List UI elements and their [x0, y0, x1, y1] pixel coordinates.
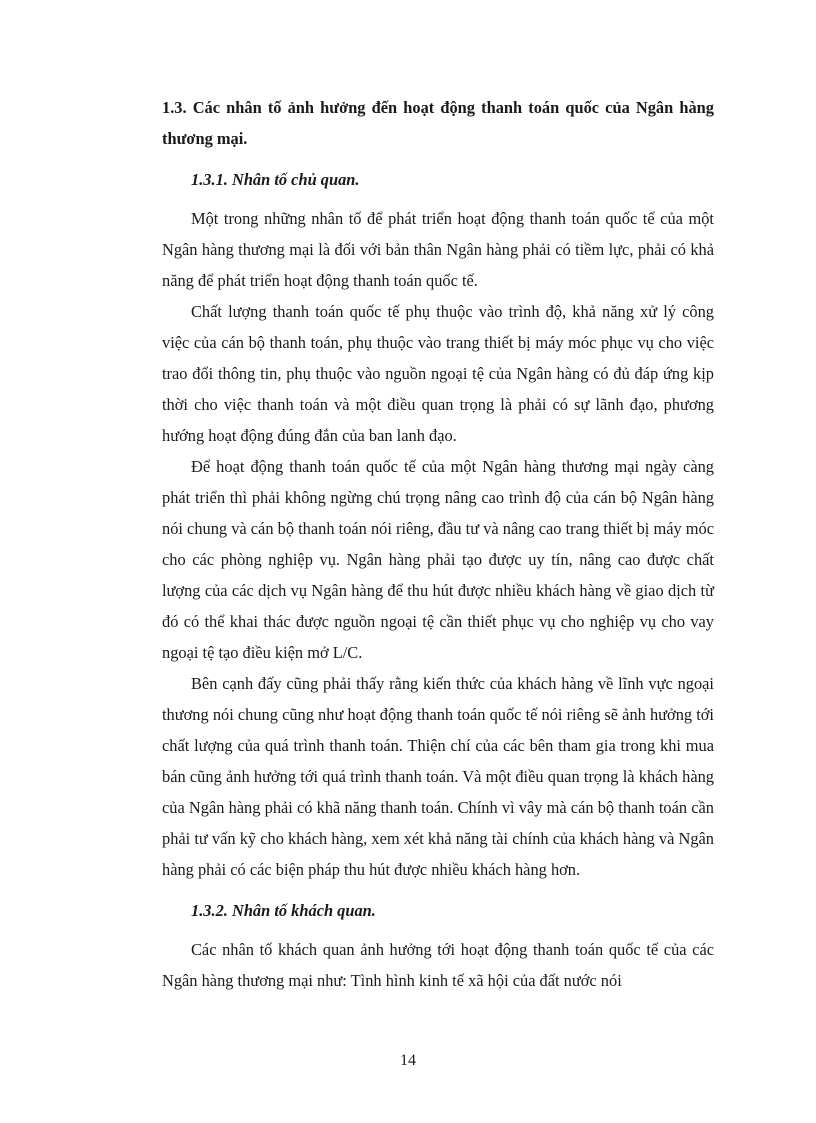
paragraph: Bên cạnh đấy cũng phải thấy rằng kiến thức của khách hàng về lĩnh vực ngoại thương nói chung cũng như hoạt động thanh toán quốc tế nói riêng sẽ ảnh hưởng tới chất lượng của quá trình thanh toán. Thiện chí của các bên tham gia trong khi mua bán cũng ảnh hưởng tới quá trình thanh toán. Và một điều quan trọng là khách hàng của Ngân hàng phải có khã năng thanh toán. Chính vì vây mà cán bộ thanh toán cần phải tư vấn kỹ cho khách hàng, xem xét khả năng tài chính của khách hàng và Ngân hàng phải có các biện pháp thu hút được nhiều khách hàng hơn. [162, 674, 714, 879]
subsection-heading-2: 1.3.2. Nhân tố khách quan. [191, 901, 376, 920]
paragraph: Các nhân tố khách quan ảnh hưởng tới hoạt động thanh toán quốc tế của các Ngân hàng thương mại như: Tình hình kinh tế xã hội của đất nước nói [162, 940, 714, 990]
paragraph: Để hoạt động thanh toán quốc tế của một Ngân hàng thương mại ngày càng phát triển thì phải không ngừng chú trọng nâng cao trình độ của cán bộ Ngân hàng nói chung và cán bộ thanh toán nói riêng, đầu tư và nâng cao trang thiết bị máy móc cho các phòng nghiệp vụ. Ngân hàng phải tạo được uy tín, nâng cao được chất lượng của các dịch vụ Ngân hàng để thu hút được nhiều khách hàng về giao dịch từ đó có thể khai thác được nguồn ngoại tệ cần thiết phục vụ cho nghiệp vụ cho vay ngoại tệ tạo điều kiện mở L/C. [162, 457, 714, 662]
subsection-heading-1: 1.3.1. Nhân tố chủ quan. [191, 170, 360, 189]
page-number: 14 [400, 1052, 416, 1069]
paragraph: Một trong những nhân tố để phát triển hoạt động thanh toán quốc tế của một Ngân hàng thương mại là đối với bản thân Ngân hàng phải có tiềm lực, phải có khả năng để phát triển hoạt động thanh toán quốc tế. [162, 209, 714, 290]
section-heading: 1.3. Các nhân tố ảnh hưởng đến hoạt động thanh toán quốc của Ngân hàng thương mại. [162, 98, 714, 148]
paragraph: Chất lượng thanh toán quốc tế phụ thuộc vào trình độ, khả năng xử lý công việc của cán bộ thanh toán, phụ thuộc vào trang thiết bị máy móc phục vụ cho việc trao đổi thông tin, phụ thuộc vào nguồn ngoại tệ của Ngân hàng có đủ đáp ứng kịp thời cho việc thanh toán và một điều quan trọng là phải có sự lãnh đạo, phương hướng hoạt động đúng đắn của ban lanh đạo. [162, 302, 714, 445]
document-page [162, 92, 714, 996]
